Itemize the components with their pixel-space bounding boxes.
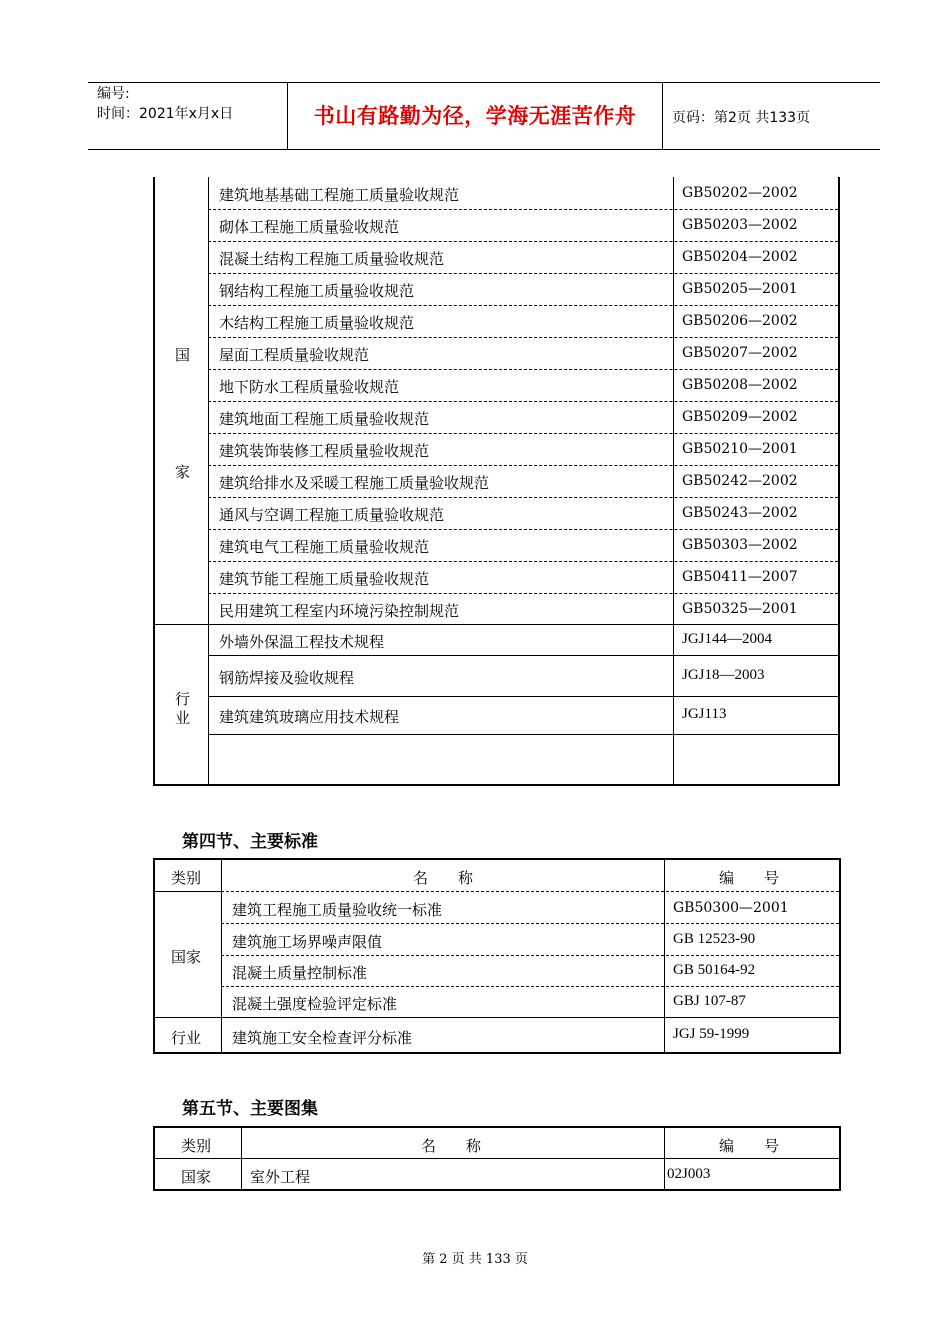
- s4-header-code: 编 号: [719, 869, 780, 887]
- national-spec-code: GB50206—2002: [682, 313, 798, 329]
- s4-industry-code: JGJ 59-1999: [673, 1026, 750, 1042]
- code-column-divider: [673, 177, 674, 784]
- standards-table: [153, 858, 841, 1054]
- header-divider-right: [662, 82, 663, 150]
- national-spec-name: 建筑给排水及采暖工程施工质量验收规范: [219, 474, 490, 492]
- s4-header-name: 名 称: [413, 869, 474, 887]
- row-separator: [208, 734, 838, 735]
- national-spec-name: 地下防水工程质量验收规范: [219, 378, 400, 396]
- national-spec-code: GB50209—2002: [682, 409, 798, 425]
- s4-code-divider: [664, 860, 665, 1052]
- header-top-rule: [88, 82, 880, 83]
- row-separator: [208, 696, 838, 697]
- row-separator: [208, 529, 838, 530]
- s4-header-rule-left: [155, 891, 221, 892]
- national-industry-divider: [155, 624, 838, 625]
- s4-row-name: 混凝土质量控制标准: [232, 964, 368, 982]
- row-separator: [208, 273, 838, 274]
- industry-spec-name: 钢筋焊接及验收规程: [219, 669, 355, 687]
- national-spec-code: GB50202—2002: [682, 185, 798, 201]
- s4-row-rule: [221, 923, 839, 924]
- national-spec-name: 混凝土结构工程施工质量验收规范: [219, 250, 445, 268]
- document-number: 编号:: [97, 86, 130, 102]
- s5-row-code: 02J003: [667, 1166, 711, 1182]
- row-separator: [208, 337, 838, 338]
- national-spec-name: 砌体工程施工质量验收规范: [219, 218, 400, 236]
- s4-national-label: 国家: [171, 948, 202, 966]
- s4-row-code: GBJ 107-87: [673, 993, 746, 1009]
- s4-row-name: 建筑工程施工质量验收统一标准: [232, 901, 443, 919]
- national-spec-code: GB50325—2001: [682, 601, 798, 617]
- s4-row-code: GB50300—2001: [673, 900, 789, 916]
- s5-header-rule: [155, 1158, 839, 1159]
- s4-row-rule: [221, 955, 839, 956]
- header-bottom-rule: [88, 149, 880, 150]
- row-separator: [208, 497, 838, 498]
- section4-title: 第四节、主要标准: [182, 832, 318, 852]
- header-meta: [97, 84, 233, 124]
- national-spec-code: GB50243—2002: [682, 505, 798, 521]
- s4-header-category: 类别: [171, 869, 202, 887]
- national-spec-code: GB50204—2002: [682, 249, 798, 265]
- industry-category-label-1: 行: [175, 690, 191, 708]
- industry-spec-code: JGJ18—2003: [682, 667, 765, 683]
- national-spec-code: GB50303—2002: [682, 537, 798, 553]
- row-separator: [208, 209, 838, 210]
- row-separator: [208, 655, 838, 656]
- s4-national-industry-rule: [155, 1017, 839, 1018]
- s4-category-divider: [221, 860, 222, 1052]
- s5-row-name: 室外工程: [250, 1168, 311, 1186]
- industry-spec-name: 外墙外保温工程技术规程: [219, 633, 385, 651]
- header-page-info: 页码：第2页 共133页: [672, 110, 811, 126]
- national-spec-name: 钢结构工程施工质量验收规范: [219, 282, 415, 300]
- national-category-label-1: 国: [175, 346, 191, 364]
- row-separator: [208, 561, 838, 562]
- national-spec-code: GB50205—2001: [682, 281, 798, 297]
- industry-spec-code: JGJ144—2004: [682, 631, 773, 647]
- national-spec-name: 建筑节能工程施工质量验收规范: [219, 570, 430, 588]
- s5-header-category: 类别: [181, 1137, 212, 1155]
- header-motto: 书山有路勤为径，学海无涯苦作舟: [313, 103, 637, 128]
- s4-row-name: 混凝土强度检验评定标准: [232, 995, 398, 1013]
- document-time: 时间：2021年x月x日: [97, 106, 234, 122]
- national-spec-name: 建筑电气工程施工质量验收规范: [219, 538, 430, 556]
- row-separator: [208, 241, 838, 242]
- national-spec-name: 建筑地基基础工程施工质量验收规范: [219, 186, 460, 204]
- s4-row-name: 建筑施工场界噪声限值: [232, 933, 383, 951]
- national-spec-code: GB50210—2001: [682, 441, 798, 457]
- national-spec-name: 通风与空调工程施工质量验收规范: [219, 506, 445, 524]
- national-spec-name: 建筑装饰装修工程质量验收规范: [219, 442, 430, 460]
- national-spec-code: GB50207—2002: [682, 345, 798, 361]
- s5-row-category: 国家: [181, 1168, 212, 1186]
- national-spec-code: GB50411—2007: [682, 569, 798, 585]
- national-spec-name: 民用建筑工程室内环境污染控制规范: [219, 602, 460, 620]
- s4-row-rule: [221, 986, 839, 987]
- row-separator: [208, 369, 838, 370]
- s4-row-code: GB 50164-92: [673, 962, 756, 978]
- industry-spec-code: JGJ113: [682, 706, 727, 722]
- row-separator: [208, 433, 838, 434]
- specifications-table: [153, 177, 840, 786]
- section5-title: 第五节、主要图集: [182, 1099, 318, 1119]
- national-spec-code: GB50208—2002: [682, 377, 798, 393]
- row-separator: [208, 465, 838, 466]
- national-spec-code: GB50203—2002: [682, 217, 798, 233]
- s4-industry-label: 行业: [171, 1029, 202, 1047]
- national-spec-name: 屋面工程质量验收规范: [219, 346, 370, 364]
- category-column-divider: [208, 177, 209, 784]
- row-separator: [208, 593, 838, 594]
- s4-header-rule: [221, 891, 839, 892]
- national-spec-code: GB50242—2002: [682, 473, 798, 489]
- national-spec-name: 建筑地面工程施工质量验收规范: [219, 410, 430, 428]
- s4-industry-name: 建筑施工安全检查评分标准: [232, 1029, 413, 1047]
- s4-row-code: GB 12523-90: [673, 931, 756, 947]
- atlas-table: [153, 1126, 841, 1191]
- national-spec-name: 木结构工程施工质量验收规范: [219, 314, 415, 332]
- row-separator: [208, 305, 838, 306]
- page-footer: 第 2 页 共 133 页: [422, 1252, 528, 1267]
- industry-spec-name: 建筑建筑玻璃应用技术规程: [219, 708, 400, 726]
- national-category-label-2: 家: [175, 463, 191, 481]
- s5-header-name: 名 称: [421, 1137, 482, 1155]
- row-separator: [208, 401, 838, 402]
- s5-header-code: 编 号: [719, 1137, 780, 1155]
- industry-category-label-2: 业: [175, 709, 191, 727]
